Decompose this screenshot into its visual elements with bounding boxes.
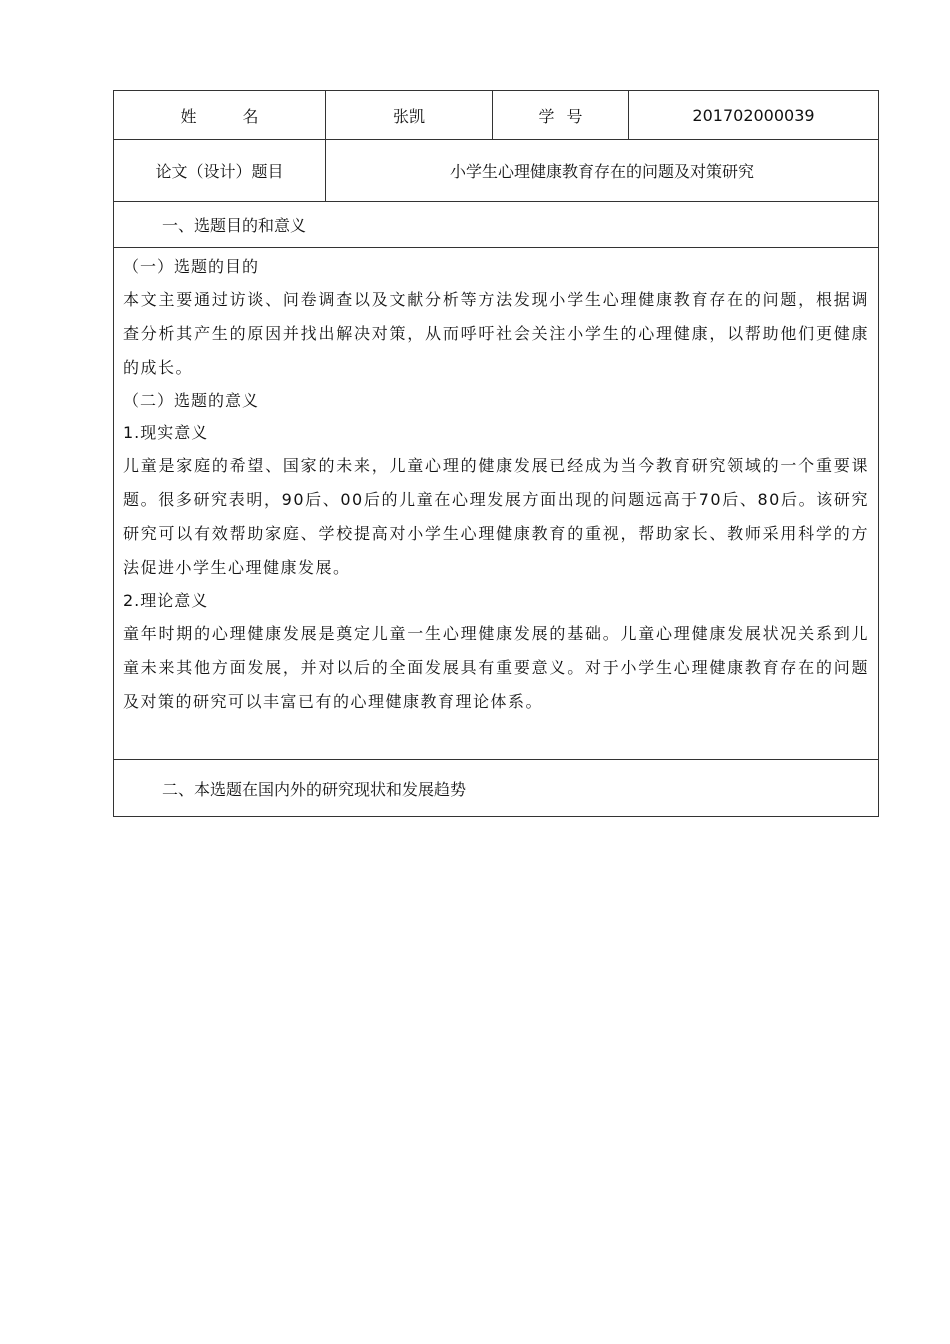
name-label-cell <box>114 91 326 140</box>
section1-heading: 一、选题目的和意义 <box>114 202 879 248</box>
significance-heading: （二）选题的意义 <box>123 391 260 410</box>
student-id-value: 201702000039 <box>629 91 879 140</box>
student-id-label-cell <box>493 91 629 140</box>
purpose-paragraph: 本文主要通过访谈、问卷调查以及文献分析等方法发现小学生心理健康教育存在的问题，根据调查分析其产生的原因并找出解决对策，从而呼吁社会关注小学生的心理健康，以帮助他们更健康的成长。 <box>123 290 869 377</box>
purpose-heading: （一）选题的目的 <box>123 257 260 276</box>
section1-heading-row <box>114 202 879 248</box>
name-value: 张凯 <box>326 91 493 140</box>
student-id-label-char-2: 号 <box>566 106 583 126</box>
name-label-char-1: 姓 <box>180 106 197 126</box>
thesis-title-value: 小学生心理健康教育存在的问题及对策研究 <box>326 140 879 202</box>
section2-heading: 二、本选题在国内外的研究现状和发展趋势 <box>114 760 879 817</box>
practical-significance-paragraph: 儿童是家庭的希望、国家的未来，儿童心理的健康发展已经成为当今教育研究领域的一个重要课题。很多研究表明，90后、00后的儿童在心理发展方面出现的问题远高于70后、80后。该研究研究可以有效帮助家庭、学校提高对小学生心理健康教育的重视，帮助家长、教师采用科学的方法促进小学生心理健康发展。 <box>123 456 869 577</box>
student-info-row <box>114 91 879 140</box>
name-label-char-2: 名 <box>242 106 259 126</box>
theoretical-significance-paragraph: 童年时期的心理健康发展是奠定儿童一生心理健康发展的基础。儿童心理健康发展状况关系到儿童未来其他方面发展，并对以后的全面发展具有重要意义。对于小学生心理健康教育存在的问题及对策的研究可以丰富已有的心理健康教育理论体系。 <box>123 624 869 711</box>
thesis-title-row <box>114 140 879 202</box>
section2-heading-row <box>114 760 879 817</box>
practical-significance-heading: 1.现实意义 <box>123 423 209 442</box>
proposal-form-table <box>113 90 879 817</box>
section1-body-row <box>114 248 879 760</box>
student-id-label-char-1: 学 <box>538 106 555 126</box>
section1-body <box>114 248 879 760</box>
theoretical-significance-heading: 2.理论意义 <box>123 591 209 610</box>
thesis-title-label: 论文（设计）题目 <box>114 140 326 202</box>
